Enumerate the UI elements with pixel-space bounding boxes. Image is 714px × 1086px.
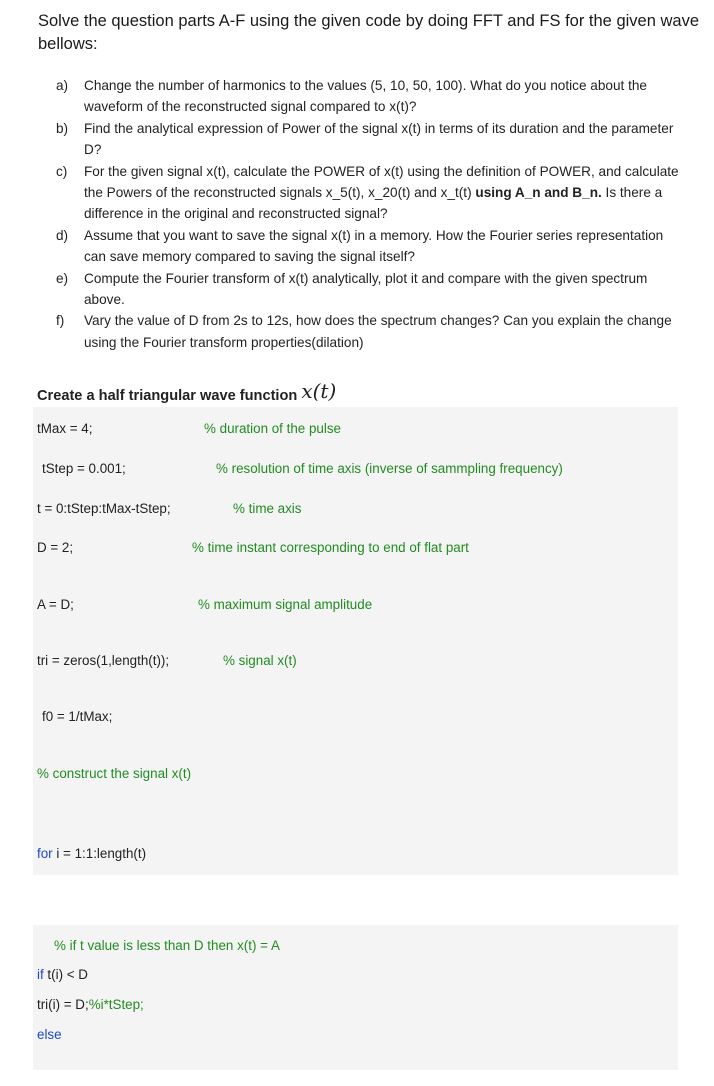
question-list [56,75,686,353]
question-item [56,118,686,161]
question-item [56,225,686,268]
code-line: t = 0:tStep:tMax-tStep; [37,501,171,516]
code-text: t(i) < D [43,967,88,982]
code-comment: %i*tStep; [88,997,144,1012]
code-comment: % resolution of time axis (inverse of sammpling frequency) [216,461,563,476]
code-comment: % construct the signal x(t) [37,766,192,781]
question-item [56,75,686,118]
question-label: c) [56,163,68,179]
heading-text: Create a half triangular wave function [37,388,298,404]
code-line: tri = zeros(1,length(t)); [37,653,170,668]
code-keyword: else [37,1027,62,1042]
question-text-bold: using A_n and B_n. [475,185,602,201]
code-comment: % time instant corresponding to end of flat part [192,540,469,555]
code-line: f0 = 1/tMax; [42,709,113,724]
code-text: i = 1:1:length(t) [52,846,147,861]
code-line [37,967,88,982]
question-item [56,310,686,353]
question-label: f) [56,313,65,329]
question-label: a) [56,78,69,93]
code-line: D = 2; [37,540,74,555]
code-text: tri(i) = D; [37,997,89,1012]
intro-paragraph: Solve the question parts A-F using the given code by doing FFT and FS for the given wave bellows: [38,12,699,53]
code-line: A = D; [37,597,74,612]
question-text: Find the analytical expression of Power of the signal x(t) in terms of its duration and the parameter D? [84,120,674,158]
code-comment: % signal x(t) [223,653,297,668]
question-item [56,268,686,311]
code-keyword: for [37,846,53,861]
question-label: e) [56,270,69,286]
code-comment: % maximum signal amplitude [198,597,373,612]
question-text: Compute the Fourier transform of x(t) analytically, plot it and compare with the given spectrum above. [84,270,648,308]
code-comment: % duration of the pulse [204,421,341,436]
section-heading [37,381,336,405]
code-keyword: if [37,967,44,982]
code-block [33,407,678,875]
code-line: tStep = 0.001; [42,461,126,476]
code-comment: % if t value is less than D then x(t) = A [54,938,280,953]
question-text: Assume that you want to save the signal x(t) in a memory. How the Fourier series representation can save memory compared to saving the signal itself? [84,227,664,265]
heading-math: x(t) [301,379,337,403]
question-label: d) [56,227,69,243]
question-label: b) [56,120,69,136]
code-line [37,846,146,861]
question-text [84,161,686,225]
code-line: tMax = 4; [37,421,93,436]
code-line [37,997,144,1012]
question-text: Change the number of harmonics to the values (5, 10, 50, 100). What do you notice about the waveform of the reconstructed signal compared to x(t)? [84,78,647,115]
question-text-part: For the given signal x(t), calculate the POWER of x(t) using the definition of POWER, and calculate the Powers of the reconstructed signals x_5(t), x_20(t) and x_t(t) [84,163,679,201]
question-text: Vary the value of D from 2s to 12s, how does the spectrum changes? Can you explain the change using the Fourier transform properties(dilation) [84,313,672,350]
question-item [56,161,686,225]
code-comment: % time axis [233,501,302,516]
question-text-part: Is there a difference in the original and reconstructed signal? [84,185,663,222]
